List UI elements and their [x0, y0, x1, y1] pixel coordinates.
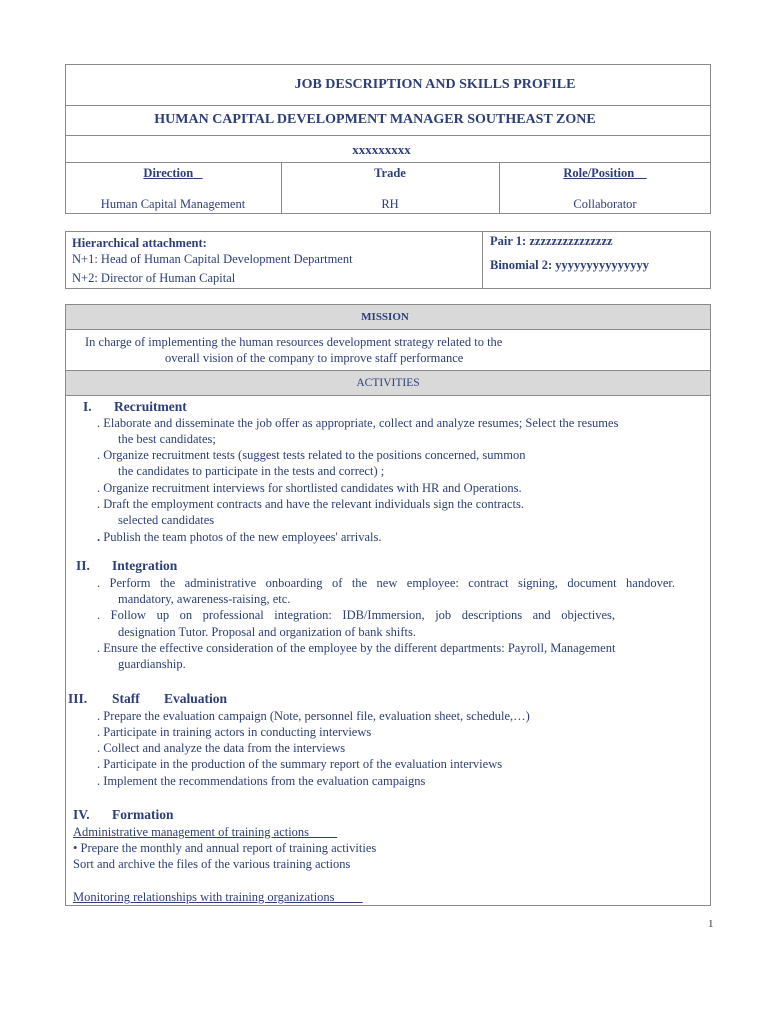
activity-line: the candidates to participate in the tests and correct) ;: [118, 464, 385, 478]
section-title-evaluation: Evaluation: [164, 691, 228, 706]
document-title: JOB DESCRIPTION AND SKILLS PROFILE: [294, 77, 576, 92]
divider: [482, 231, 483, 289]
activity-line: . Draft the employment contracts and have the relevant individuals sign the contracts.: [97, 497, 524, 511]
activity-line: Sort and archive the files of the various training actions: [73, 857, 351, 871]
mission-heading: MISSION: [361, 311, 409, 323]
divider: [65, 162, 711, 163]
subheading-monitoring: Monitoring relationships with training organizations: [73, 890, 335, 904]
divider: [65, 135, 711, 136]
hierarchical-attachment-label: Hierarchical attachment:: [72, 236, 207, 250]
activity-line: . Implement the recommendations from the evaluation campaigns: [97, 774, 426, 788]
activity-line: . Collect and analyze the data from the interviews: [97, 741, 346, 755]
activity-line: designation Tutor. Proposal and organization of bank shifts.: [118, 625, 417, 639]
activity-line: . Perform the administrative onboarding of the new employee: contract signing, document handover.: [97, 576, 675, 590]
direction-label: Direction: [143, 166, 194, 180]
section-title-recruitment: Recruitment: [114, 399, 187, 414]
divider: [65, 395, 711, 396]
pair1: Pair 1: zzzzzzzzzzzzzzz: [490, 234, 613, 248]
activity-line: • Prepare the monthly and annual report of training activities: [73, 841, 377, 855]
section-title-integration: Integration: [112, 558, 178, 573]
section-number: IV.: [73, 807, 90, 822]
role-value: Collaborator: [573, 197, 637, 211]
section-number: II.: [76, 558, 90, 573]
n2-line: N+2: Director of Human Capital: [72, 271, 236, 285]
mission-line-1: In charge of implementing the human resources development strategy related to the: [85, 335, 503, 349]
activity-line: guardianship.: [118, 657, 186, 671]
activity-line: selected candidates: [118, 513, 215, 527]
divider: [65, 370, 711, 371]
activity-line: . Ensure the effective consideration of the employee by the different departments: Payroll, Management: [97, 641, 616, 655]
trade-value: RH: [381, 197, 399, 211]
section-title-staff: Staff: [112, 691, 140, 706]
activity-line: . Organize recruitment interviews for shortlisted candidates with HR and Operations.: [97, 481, 522, 495]
n1-line: N+1: Head of Human Capital Development Department: [72, 252, 353, 266]
section-number: I.: [83, 399, 92, 414]
job-title: HUMAN CAPITAL DEVELOPMENT MANAGER SOUTHEAST ZONE: [154, 112, 596, 127]
activity-line: . Prepare the evaluation campaign (Note, personnel file, evaluation sheet, schedule,…): [97, 709, 530, 723]
mission-line-2: overall vision of the company to improve staff performance: [165, 351, 464, 365]
direction-value: Human Capital Management: [100, 197, 246, 211]
activity-line: . Organize recruitment tests (suggest tests related to the positions concerned, summon: [97, 448, 526, 462]
divider: [65, 329, 711, 330]
activity-line: . Participate in training actors in conducting interviews: [97, 725, 372, 739]
activity-line: . Participate in the production of the summary report of the evaluation interviews: [97, 757, 503, 771]
activity-line: mandatory, awareness-raising, etc.: [118, 592, 291, 606]
section-title-formation: Formation: [112, 807, 174, 822]
job-code: xxxxxxxxx: [352, 142, 411, 157]
trade-label: Trade: [374, 166, 406, 180]
activity-line: the best candidates;: [118, 432, 216, 446]
binomial2: Binomial 2: yyyyyyyyyyyyyyy: [490, 258, 650, 272]
activity-line: . Elaborate and disseminate the job offer as appropriate, collect and analyze resumes; Select the resumes: [97, 416, 619, 430]
activity-line: . Follow up on professional integration: IDB/Immersion, job descriptions and objectives,: [97, 608, 615, 622]
page-number: 1: [708, 918, 714, 930]
divider: [65, 105, 711, 106]
section-number: III.: [68, 691, 88, 706]
role-label: Role/Position: [563, 166, 635, 180]
activities-heading: ACTIVITIES: [356, 377, 420, 389]
subheading-admin-management: Administrative management of training actions: [73, 825, 310, 839]
activity-line: . Publish the team photos of the new employees' arrivals.: [97, 530, 382, 544]
